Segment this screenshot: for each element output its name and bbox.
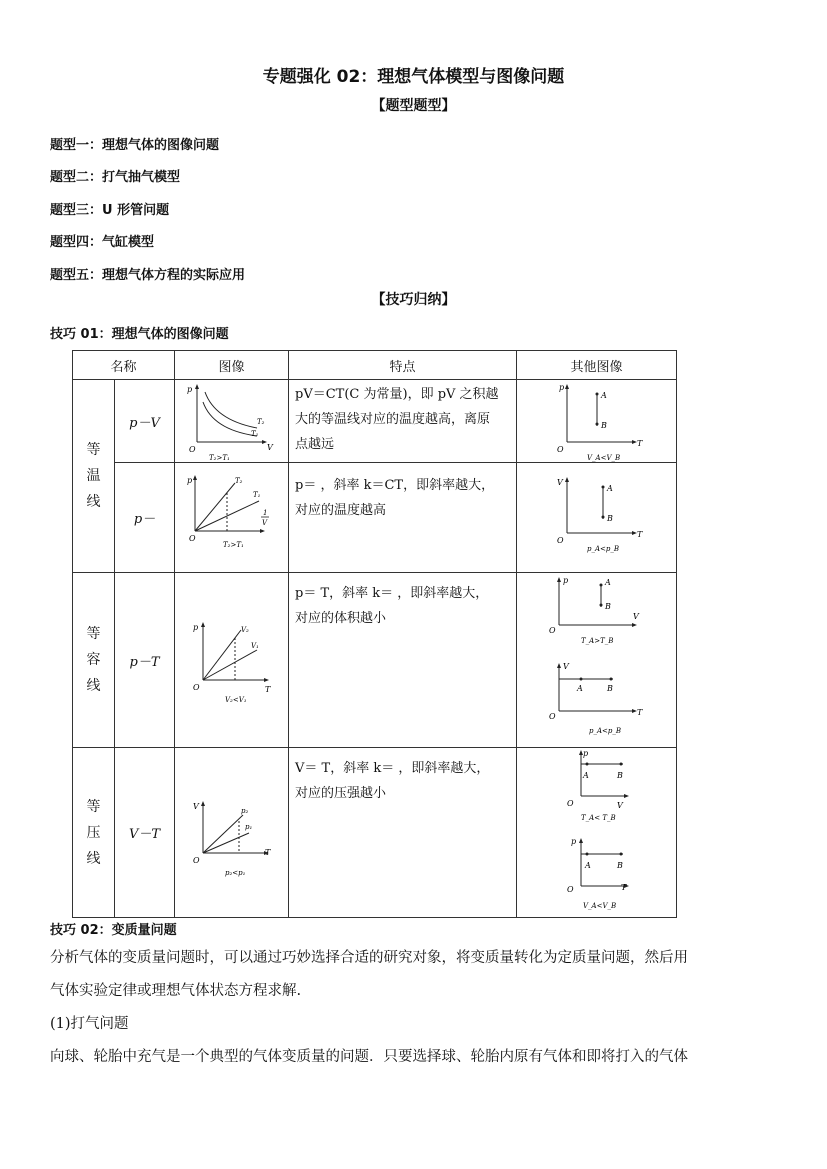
toc-item-5: 题型五：理想气体方程的实际应用 — [50, 268, 246, 283]
other-graphs-isobaric — [517, 748, 677, 918]
other-graph-vt-isobars — [517, 463, 677, 573]
svg-text:V_A<V_B: V_A<V_B — [583, 902, 617, 910]
svg-text:p: p — [187, 385, 193, 394]
svg-text:p₂: p₂ — [241, 806, 249, 815]
feature-pv: pV＝CT(C 为常量)，即 pV 之积越 大的等温线对应的温度越高，离原 点越远 — [289, 380, 517, 463]
question-types-heading: 【题型题型】 — [371, 98, 456, 114]
svg-text:T₂: T₂ — [235, 477, 243, 485]
row-name-pv: p－V — [115, 380, 175, 463]
graph-pt-isochores — [175, 573, 289, 748]
svg-text:p: p — [559, 383, 565, 392]
svg-text:A: A — [605, 578, 611, 587]
svg-text:T₂>T₁: T₂>T₁ — [209, 454, 230, 462]
inflation-paragraph-line1: 向球、轮胎中充气是一个典型的气体变质量的问题．只要选择球、轮胎内原有气体和即将打入的气体 — [50, 1049, 688, 1065]
toc-item-3: 题型三：U 形管问题 — [50, 203, 170, 218]
svg-text:V: V — [262, 519, 268, 527]
tip2-heading: 技巧 02：变质量问题 — [50, 923, 177, 938]
toc-item-2: 题型二：打气抽气模型 — [50, 170, 181, 185]
svg-text:T₂>T₁: T₂>T₁ — [223, 541, 244, 549]
row-name-p-inv-v: p－ — [115, 463, 175, 573]
group-isobaric: 等 压 线 — [73, 748, 115, 918]
svg-text:B: B — [617, 861, 623, 870]
toc-item-4: 题型四：气缸模型 — [50, 235, 155, 250]
feature-vt: V＝ T，斜率 k＝ ，即斜率越大， 对应的压强越小 — [289, 748, 517, 918]
svg-text:p₂<p₁: p₂<p₁ — [225, 868, 246, 877]
svg-text:T: T — [265, 685, 271, 694]
inflation-subheading: (1)打气问题 — [50, 1016, 129, 1032]
svg-text:B: B — [607, 514, 613, 523]
svg-text:p: p — [583, 749, 589, 758]
svg-text:p: p — [563, 576, 569, 585]
table-row — [73, 573, 677, 748]
graph-pv-isotherms — [175, 380, 289, 463]
svg-text:V₂: V₂ — [241, 626, 249, 634]
svg-text:V₂<V₁: V₂<V₁ — [225, 696, 247, 704]
svg-text:T: T — [637, 439, 643, 448]
svg-text:V: V — [557, 478, 563, 487]
svg-text:V: V — [267, 443, 273, 452]
group-isothermal: 等 温 线 — [73, 380, 115, 573]
svg-text:O: O — [557, 536, 564, 545]
techniques-heading: 【技巧归纳】 — [371, 292, 456, 308]
svg-text:V: V — [193, 801, 199, 811]
svg-text:p_A<p_B: p_A<p_B — [587, 545, 620, 553]
feature-p-inv-v: p＝ ，斜率 k＝CT，即斜率越大， 对应的温度越高 — [289, 463, 517, 573]
col-header-name: 名称 — [73, 351, 175, 380]
group-isochoric: 等 容 线 — [73, 573, 115, 748]
svg-text:T₂: T₂ — [257, 418, 265, 426]
toc-item-1: 题型一：理想气体的图像问题 — [50, 138, 220, 153]
svg-text:B: B — [617, 771, 623, 780]
svg-text:p: p — [193, 623, 199, 632]
svg-text:A: A — [577, 684, 583, 693]
svg-text:O: O — [549, 626, 556, 635]
svg-text:T: T — [637, 708, 643, 717]
svg-text:V: V — [617, 801, 623, 810]
svg-text:A: A — [583, 771, 589, 780]
svg-text:T₁: T₁ — [251, 430, 259, 438]
svg-text:O: O — [193, 683, 200, 692]
svg-text:O: O — [189, 445, 196, 454]
page-title: 专题强化 02：理想气体模型与图像问题 — [262, 67, 565, 87]
svg-text:T₁: T₁ — [253, 491, 261, 499]
table-row — [73, 380, 677, 463]
svg-text:1: 1 — [263, 509, 268, 517]
other-graphs-isochoric — [517, 573, 677, 748]
svg-text:O: O — [549, 712, 556, 721]
gas-graph-table — [72, 350, 677, 918]
svg-text:p₁: p₁ — [245, 822, 253, 831]
col-header-graph: 图像 — [175, 351, 289, 380]
svg-text:T: T — [265, 847, 271, 857]
svg-text:O: O — [189, 534, 196, 543]
svg-text:p_A<p_B: p_A<p_B — [589, 727, 622, 735]
graph-p-inv-v-isotherms — [175, 463, 289, 573]
svg-text:O: O — [567, 885, 574, 894]
table-row — [73, 748, 677, 918]
row-name-vt: V－T — [115, 748, 175, 918]
tip2-paragraph-line1: 分析气体的变质量问题时，可以通过巧妙选择合适的研究对象，将变质量转化为定质量问题，然后用 — [50, 950, 688, 966]
svg-text:T: T — [637, 530, 643, 539]
svg-text:T: T — [621, 883, 627, 892]
svg-text:T_A< T_B: T_A< T_B — [581, 814, 616, 822]
svg-text:V₁: V₁ — [251, 642, 259, 650]
svg-text:O: O — [193, 855, 200, 865]
tip1-heading: 技巧 01：理想气体的图像问题 — [50, 327, 229, 342]
table-header-row — [73, 351, 677, 380]
svg-text:B: B — [601, 421, 607, 430]
col-header-feature: 特点 — [289, 351, 517, 380]
svg-text:V: V — [633, 612, 639, 621]
feature-pt: p＝ T，斜率 k＝ ，即斜率越大， 对应的体积越小 — [289, 573, 517, 748]
svg-text:T_A>T_B: T_A>T_B — [581, 637, 614, 645]
svg-text:A: A — [601, 391, 607, 400]
table-row — [73, 463, 677, 573]
svg-text:p: p — [187, 476, 193, 485]
svg-text:p: p — [571, 837, 577, 846]
row-name-pt: p－T — [115, 573, 175, 748]
svg-text:B: B — [607, 684, 613, 693]
graph-vt-isobars — [175, 748, 289, 918]
svg-text:B: B — [605, 602, 611, 611]
tip2-paragraph-line2: 气体实验定律或理想气体状态方程求解. — [50, 983, 302, 999]
svg-text:O: O — [557, 445, 564, 454]
svg-text:A: A — [607, 484, 613, 493]
col-header-other: 其他图像 — [517, 351, 677, 380]
svg-text:A: A — [585, 861, 591, 870]
svg-text:V_A<V_B: V_A<V_B — [587, 454, 621, 462]
other-graph-pt-isochores — [517, 380, 677, 463]
svg-text:O: O — [567, 799, 574, 808]
svg-text:V: V — [563, 662, 569, 671]
